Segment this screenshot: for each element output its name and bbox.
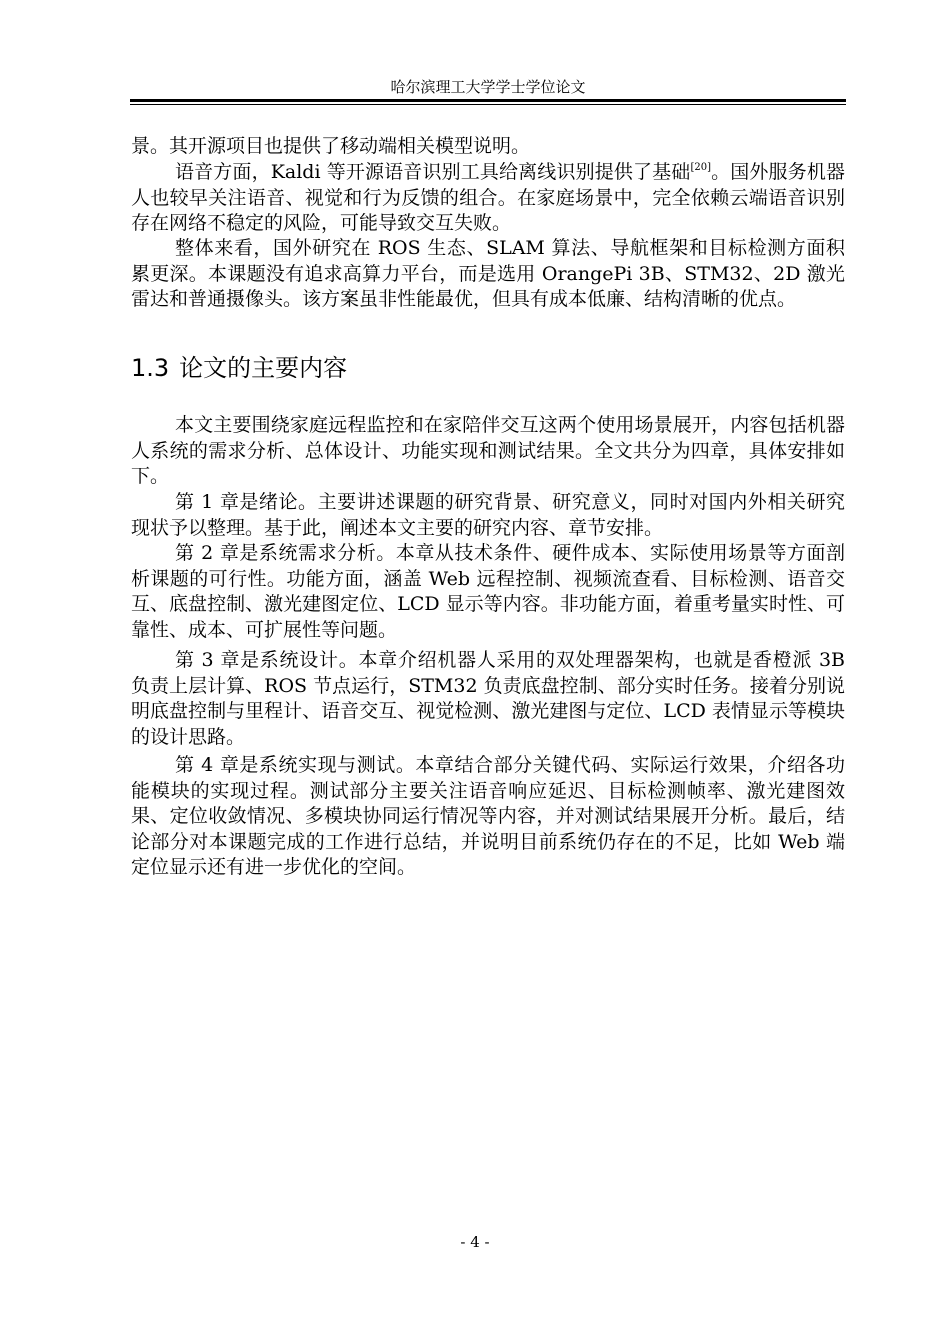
paragraph-chapter-4: 第 4 章是系统实现与测试。本章结合部分关键代码、实际运行效果，介绍各功能模块的实现过程。测试部分主要关注语音响应延迟、目标检测帧率、激光建图效果、定位收敛情况、多模块协同运行情况等内容，并对测试结果展开分析。最后，结论部分对本课题完成的工作进行总结，并说明目前系统仍存在的不足，比如 Web 端定位显示还有进一步优化的空间。 <box>131 754 845 878</box>
page-number: - 4 - <box>460 1233 490 1251</box>
header-rule-thick <box>130 99 846 102</box>
paragraph-speech-text-after: 。国外服务机器人也较早关注语音、视觉和行为反馈的组合。在家庭场景中，完全依赖云端语音识别存在网络不稳定的风险，可能导致交互失败。 <box>131 161 845 234</box>
paragraph-chapter-1: 第 1 章是绪论。主要讲述课题的研究背景、研究意义，同时对国内外相关研究现状予以整理。基于此，阐述本文主要的研究内容、章节安排。 <box>131 491 845 539</box>
paragraph-speech <box>131 160 845 237</box>
paragraph-continuation: 景。其开源项目也提供了移动端相关模型说明。 <box>131 135 531 157</box>
section-title: 论文的主要内容 <box>179 354 348 382</box>
section-heading <box>131 352 347 384</box>
paragraph-chapter-3: 第 3 章是系统设计。本章介绍机器人采用的双处理器架构，也就是香橙派 3B 负责上层计算、ROS 节点运行，STM32 负责底盘控制、部分实时任务。接着分别说明底盘控制与里程计、语音交互、视觉检测、激光建图与定位、LCD 表情显示等模块的设计思路。 <box>131 649 845 748</box>
paragraph-chapter-2: 第 2 章是系统需求分析。本章从技术条件、硬件成本、实际使用场景等方面剖析课题的可行性。功能方面，涵盖 Web 远程控制、视频流查看、目标检测、语音交互、底盘控制、激光建图定位、LCD 显示等内容。非功能方面，着重考量实时性、可靠性、成本、可扩展性等问题。 <box>131 542 845 641</box>
paragraph-speech-text: 语音方面，Kaldi 等开源语音识别工具给离线识别提供了基础 <box>175 161 691 183</box>
citation-ref: [20] <box>690 162 711 173</box>
paragraph-summary: 整体来看，国外研究在 ROS 生态、SLAM 算法、导航框架和目标检测方面积累更深。本课题没有追求高算力平台，而是选用 OrangePi 3B、STM32、2D 激光雷达和普通摄像头。该方案虽非性能最优，但具有成本低廉、结构清晰的优点。 <box>131 237 845 310</box>
header-rule-thin <box>130 104 846 105</box>
page-header: 哈尔滨理工大学学士学位论文 <box>390 78 586 96</box>
paragraph-intro: 本文主要围绕家庭远程监控和在家陪伴交互这两个使用场景展开，内容包括机器人系统的需求分析、总体设计、功能实现和测试结果。全文共分为四章，具体安排如下。 <box>131 414 845 487</box>
section-number: 1.3 <box>131 354 170 382</box>
